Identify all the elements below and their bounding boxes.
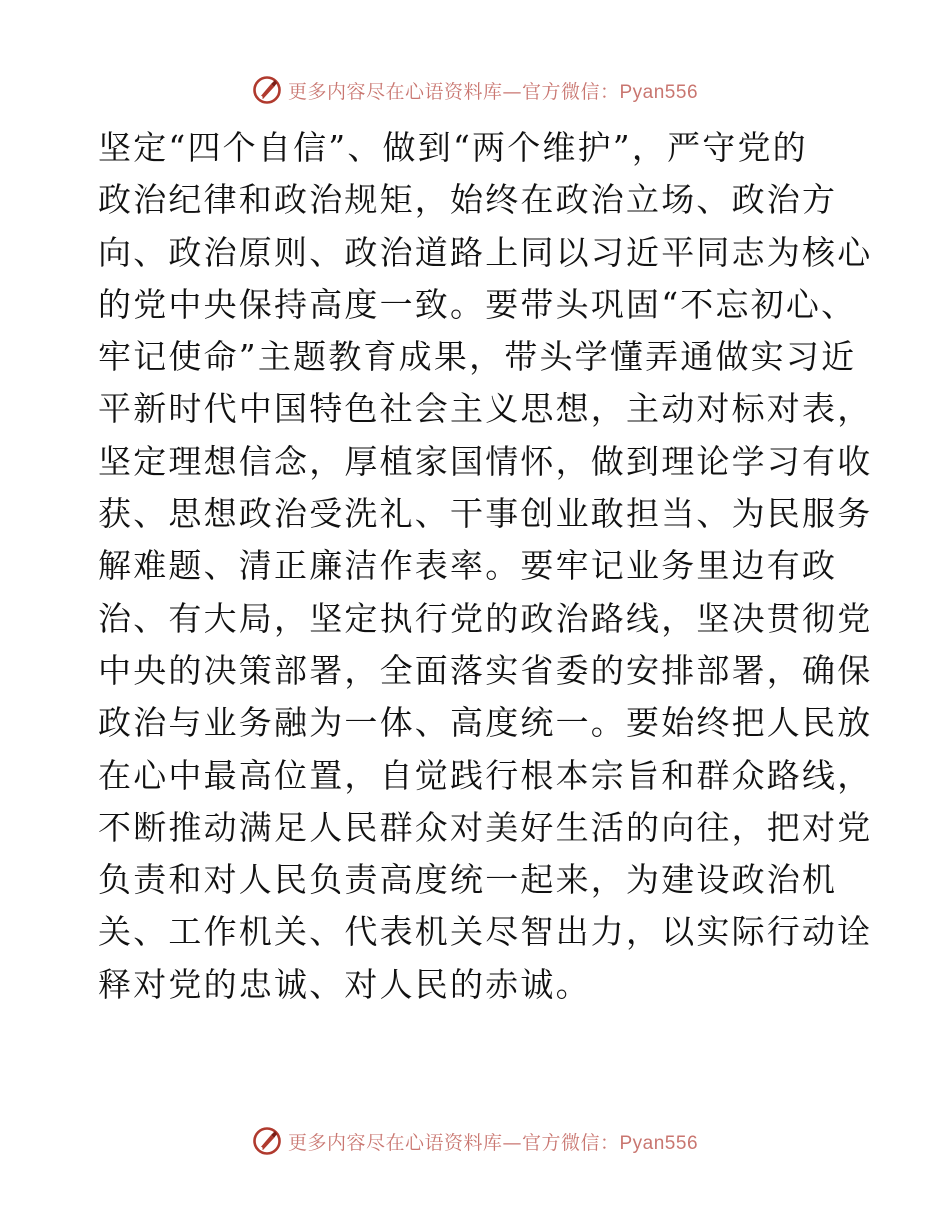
wechat-id: Pyan556 xyxy=(619,1132,699,1154)
text-line: 解难题、清正廉洁作表率。要牢记业务里边有政 xyxy=(98,546,838,586)
text-line: 牢记使命”主题教育成果，带头学懂弄通做实习近 xyxy=(98,337,857,377)
text-line: 关、工作机关、代表机关尽智出力，以实际行动诠 xyxy=(98,912,873,952)
text-line: 释对党的忠诚、对人民的赤诚。 xyxy=(98,964,591,1004)
footer-banner xyxy=(0,1121,950,1161)
text-line: 治、有大局，坚定执行党的政治路线，坚决贯彻党 xyxy=(98,598,873,638)
pen-circle-logo-icon xyxy=(252,75,282,105)
banner-text: 更多内容尽在心语资料库—官方微信：Pyan556 xyxy=(287,1131,699,1154)
text-line: 向、政治原则、政治道路上同以习近平同志为核心 xyxy=(98,232,873,272)
pen-circle-logo-icon xyxy=(252,1126,282,1156)
text-line: 获、思想政治受洗礼、干事创业敢担当、为民服务 xyxy=(98,494,873,534)
text-line: 的党中央保持高度一致。要带头巩固“不忘初心、 xyxy=(98,284,857,324)
banner-text: 更多内容尽在心语资料库—官方微信：Pyan556 xyxy=(287,80,699,103)
text-line: 政治纪律和政治规矩，始终在政治立场、政治方 xyxy=(98,180,838,220)
text-line: 不断推动满足人民群众对美好生活的向往，把对党 xyxy=(98,807,873,847)
wechat-id: Pyan556 xyxy=(619,81,699,103)
text-line: 坚定理想信念，厚植家国情怀，做到理论学习有收 xyxy=(98,441,873,481)
text-line: 政治与业务融为一体、高度统一。要始终把人民放 xyxy=(98,703,873,743)
document-body xyxy=(98,122,873,1011)
text-line: 在心中最高位置，自觉践行根本宗旨和群众路线， xyxy=(98,755,873,795)
text-line: 中央的决策部署，全面落实省委的安排部署，确保 xyxy=(98,650,873,690)
header-banner xyxy=(0,70,950,110)
text-line: 负责和对人民负责高度统一起来，为建设政治机 xyxy=(98,860,838,900)
text-line: 坚定“四个自信”、做到“两个维护”，严守党的 xyxy=(98,128,808,167)
text-line: 平新时代中国特色社会主义思想，主动对标对表， xyxy=(98,389,873,429)
